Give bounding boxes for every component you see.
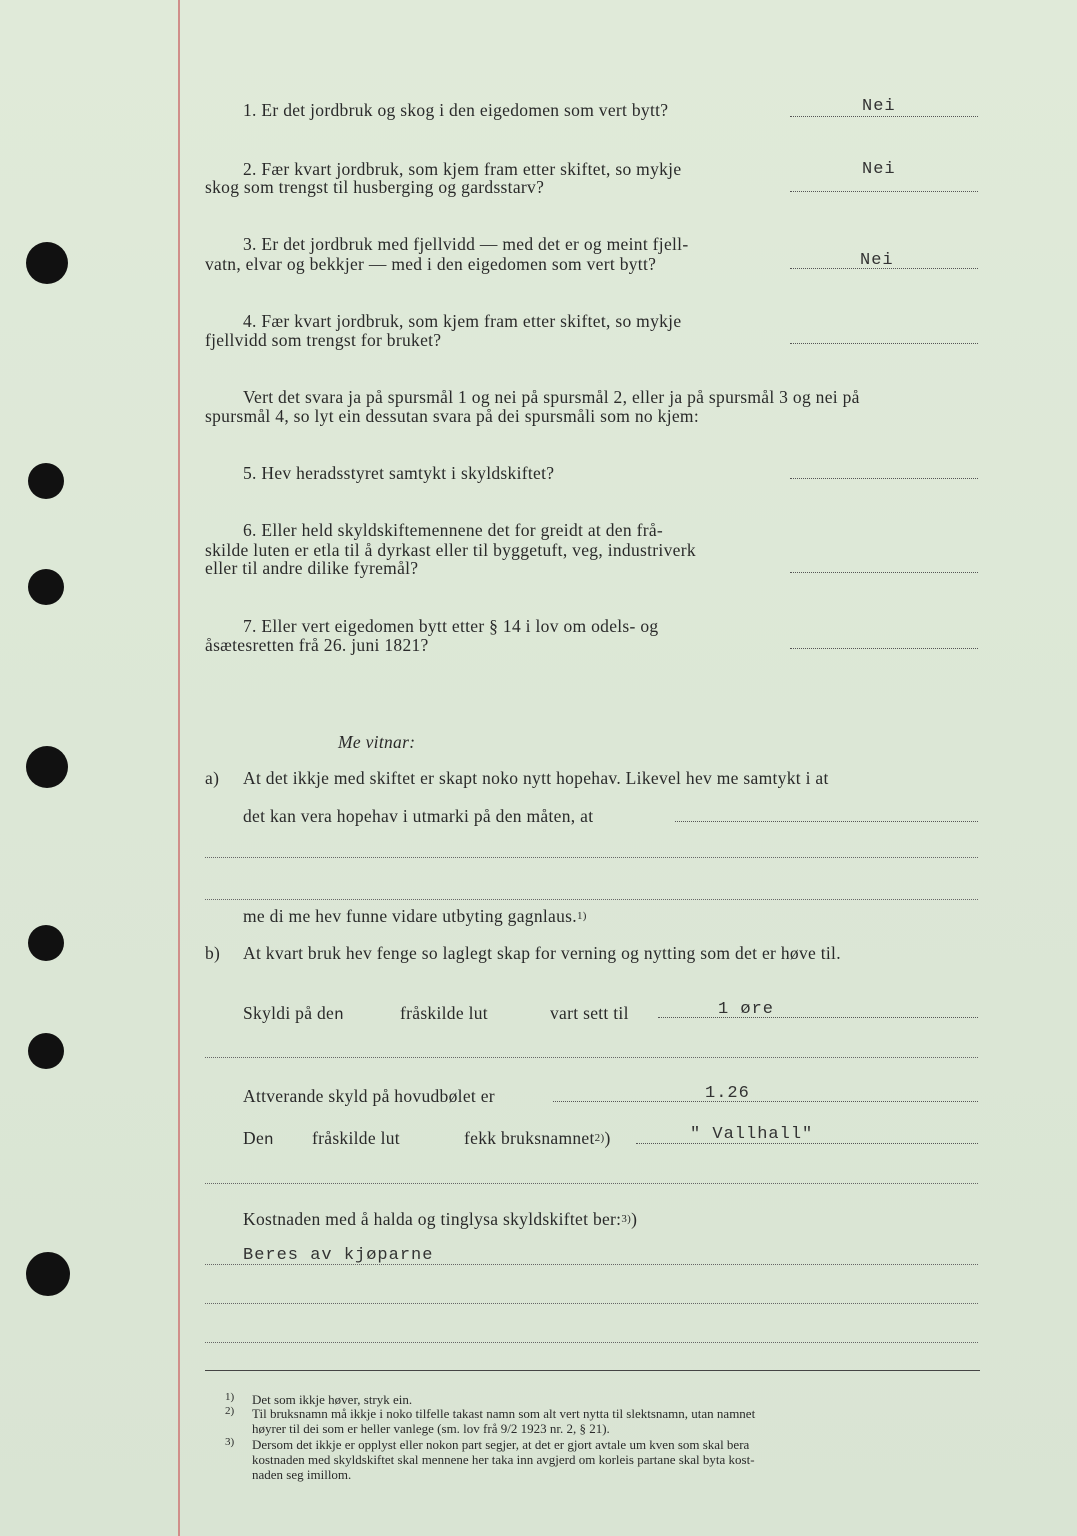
bruksnamn-label-3c: )	[604, 1128, 611, 1148]
answer-2: Nei	[862, 160, 896, 179]
skyld-label-3: vart sett til	[550, 1003, 629, 1023]
question-2-line1: 2. Fær kvart jordbruk, som kjem fram etter skiftet, so mykje	[243, 159, 682, 179]
skyld-label-part1: Skyldi på de	[243, 1003, 335, 1023]
attverande-value-line	[553, 1101, 978, 1102]
footnote-separator	[205, 1370, 980, 1371]
kostnad-label	[243, 1209, 637, 1229]
binder-hole	[28, 1033, 64, 1069]
bruksnamn-value: " Vallhall"	[690, 1125, 814, 1144]
answer-1: Nei	[862, 97, 896, 116]
answer-line-5	[790, 478, 978, 479]
binder-hole	[28, 925, 64, 961]
skyld-label-2: fråskilde lut	[400, 1003, 488, 1023]
bruksnamn-label-2: fråskilde lut	[312, 1128, 400, 1148]
footnote-ref-2: 2)	[594, 1132, 605, 1144]
witness-a-fill-3	[205, 899, 978, 900]
attverande-label: Attverande skyld på hovudbølet er	[243, 1086, 495, 1106]
answer-3: Nei	[860, 251, 894, 270]
kostnad-label-text: Kostnaden med å halda og tinglysa skyldskiftet ber:	[243, 1209, 622, 1229]
kostnad-label-end: )	[631, 1209, 638, 1229]
question-7-line1: 7. Eller vert eigedomen bytt etter § 14 i lov om odels- og	[243, 616, 659, 636]
question-1: 1. Er det jordbruk og skog i den eigedomen som vert bytt?	[243, 100, 669, 120]
witness-a-line1: At det ikkje med skiftet er skapt noko nytt hopehav. Likevel hev me samtykt i at	[243, 768, 829, 788]
kostnad-line-1	[205, 1264, 978, 1265]
conditional-intro-line2: spursmål 4, so lyt ein dessutan svara på dei spursmåli som no kjem:	[205, 406, 699, 426]
question-3-line2: vatn, elvar og bekkjer — med i den eigedomen som vert bytt?	[205, 254, 657, 274]
question-4-line1: 4. Fær kvart jordbruk, som kjem fram etter skiftet, so mykje	[243, 311, 682, 331]
question-3-line1: 3. Er det jordbruk med fjellvidd — med det er og meint fjell-	[243, 234, 689, 254]
witness-a-line3-text: me di me hev funne vidare utbyting gagnlaus.	[243, 906, 577, 926]
footnote-1: Det som ikkje høver, stryk ein.	[252, 1392, 413, 1407]
question-6-line2: skilde luten er etla til å dyrkast eller til byggetuft, veg, industriverk	[205, 540, 696, 560]
footnote-3-line2: kostnaden med skyldskiftet skal mennene her taka inn avgjerd om korleis partane skal byta kost-	[252, 1452, 755, 1467]
binder-hole	[26, 746, 68, 788]
witness-a-line3	[243, 906, 587, 926]
binder-hole	[28, 463, 64, 499]
bruksnamn-label-1b: n	[264, 1131, 274, 1149]
footnote-ref-1: 1)	[576, 910, 587, 922]
bruksnamn-label-1a: De	[243, 1128, 265, 1148]
question-2-line2: skog som trengst til husberging og gardsstarv?	[205, 177, 545, 197]
skyld-value: 1 øre	[718, 1000, 775, 1019]
question-7-line2: åsætesretten frå 26. juni 1821?	[205, 635, 429, 655]
kostnad-line-3	[205, 1342, 978, 1343]
answer-line-7	[790, 648, 978, 649]
footnote-2-line2: høyrer til dei som er heller vanlege (sm. lov frå 9/2 1923 nr. 2, § 21).	[252, 1421, 610, 1436]
footnote-1-mark: 1)	[225, 1391, 235, 1403]
footnote-2-mark: 2)	[225, 1405, 235, 1417]
answer-line-1	[790, 116, 978, 117]
skyld-label-part1b: n	[334, 1006, 344, 1024]
margin-line	[178, 0, 180, 1536]
skyld-value-line	[658, 1017, 978, 1018]
witness-b-marker: b)	[205, 943, 221, 963]
attverande-value: 1.26	[705, 1084, 750, 1103]
bruksnamn-label-3	[464, 1128, 611, 1148]
question-4-line2: fjellvidd som trengst for bruket?	[205, 330, 442, 350]
binder-hole	[28, 569, 64, 605]
witness-a-marker: a)	[205, 768, 220, 788]
question-6-line3: eller til andre dilike fyremål?	[205, 558, 419, 578]
kostnad-value: Beres av kjøparne	[243, 1246, 434, 1265]
conditional-intro-line1: Vert det svara ja på spursmål 1 og nei på spursmål 2, eller ja på spursmål 3 og nei på	[243, 387, 860, 407]
footnote-2-line1: Til bruksnamn må ikkje i noko tilfelle takast namn som alt vert nytta til slektsnamn, utan namnet	[252, 1406, 756, 1421]
witness-heading: Me vitnar:	[338, 732, 416, 752]
witness-a-fill-1	[675, 821, 978, 822]
witness-a-fill-2	[205, 857, 978, 858]
bruksnamn-label-1	[243, 1128, 274, 1150]
answer-line-2	[790, 191, 978, 192]
question-5: 5. Hev heradsstyret samtykt i skyldskiftet?	[243, 463, 555, 483]
binder-hole	[26, 242, 68, 284]
bruksnamn-label-3a: fekk bruksnamnet	[464, 1128, 595, 1148]
kostnad-line-2	[205, 1303, 978, 1304]
skyld-label	[243, 1003, 344, 1025]
witness-b-line1: At kvart bruk hev fenge so laglegt skap for verning og nytting som det er høve til.	[243, 943, 841, 963]
binder-hole	[26, 1252, 70, 1296]
footnote-ref-3: 3)	[621, 1213, 632, 1225]
witness-a-line2: det kan vera hopehav i utmarki på den måten, at	[243, 806, 594, 826]
question-6-line1: 6. Eller held skyldskiftemennene det for greidt at den frå-	[243, 520, 664, 540]
skyld-extra-line	[205, 1057, 978, 1058]
footnote-3-line3: naden seg imillom.	[252, 1467, 352, 1482]
bruksnamn-extra-line	[205, 1183, 978, 1184]
footnote-3-line1: Dersom det ikkje er opplyst eller nokon part segjer, at det er gjort avtale um kven som skal bera	[252, 1437, 750, 1452]
footnote-3-mark: 3)	[225, 1436, 235, 1448]
answer-line-6	[790, 572, 978, 573]
answer-line-4	[790, 343, 978, 344]
